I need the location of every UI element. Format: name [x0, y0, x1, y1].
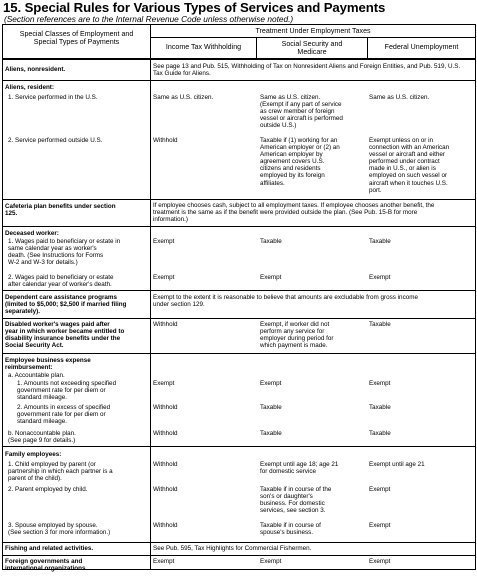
row-rule [2, 542, 476, 543]
family-item3-ss: Taxable if in course of spouse's business. [260, 522, 321, 537]
family-item3-itw: Withhold [153, 522, 178, 529]
business-expense-a1-ss: Exempt [260, 380, 282, 387]
col-header-treatment: Treatment Under Employment Taxes [255, 27, 371, 35]
row-rule [2, 446, 476, 447]
family-item1: 1. Child employed by parent (or partnership in which each partner is a parent of the child). [8, 461, 113, 483]
family-item1-itw: Withhold [153, 461, 178, 468]
aliens-resident-item2-futa: Exempt unless on or in connection with an American vessel or aircraft and either performed under contract made in U.S., or alien is employed on such vessel or aircraft when it touches U.S. port. [369, 137, 450, 194]
family-item3-futa: Exempt [369, 522, 391, 529]
row-rule [2, 80, 476, 81]
row-foreign-gov-label: Foreign governments and international organizations. [5, 558, 88, 573]
disabled-futa: Taxable [369, 321, 391, 328]
disabled-ss: Exempt, if worker did not perform any service for employer during period for which payment is made. [260, 321, 334, 350]
business-expense-a2-futa: Taxable [369, 404, 391, 411]
family-item2-itw: Withhold [153, 486, 178, 493]
col-header-social-security: Social Security and Medicare [281, 40, 343, 56]
page-subtitle: (Section references are to the Internal Revenue Code unless otherwise noted.) [4, 14, 294, 24]
row-aliens-nonresident-span: See page 13 and Pub. 515, Withholding of Tax on Nonresident Aliens and Foreign Entities, and Pub. 519, U.S. Tax Guide for Aliens. [153, 63, 461, 78]
col-header-special-classes: Special Classes of Employment and Special Types of Payments [19, 30, 134, 46]
row-cafeteria-span: If employee chooses cash, subject to all employment taxes. If employee chooses another benefit, the treatment is the same as if the benefit were provided outside the plan. (See Pub. 15-B for more information.) [153, 202, 435, 224]
table-right-border [475, 24, 476, 570]
business-expense-a1-futa: Exempt [369, 380, 391, 387]
aliens-resident-item2: 2. Service performed outside U.S. [8, 137, 103, 144]
row-aliens-resident-label: Aliens, resident: [5, 84, 54, 91]
deceased-item1-futa: Taxable [369, 238, 391, 245]
row-deceased-label: Deceased worker: [5, 230, 59, 237]
header-bottom-rule [2, 58, 476, 60]
foreign-gov-ss: Exempt [260, 558, 282, 565]
business-expense-a2: 2. Amounts in excess of specified government rate for per diem or standard mileage. [17, 404, 111, 426]
business-expense-a: a. Accountable plan. [8, 372, 65, 379]
aliens-resident-item1-itw: Same as U.S. citizen. [153, 94, 214, 101]
aliens-resident-item1-futa: Same as U.S. citizen. [369, 94, 430, 101]
row-fishing-span: See Pub. 595, Tax Highlights for Commercial Fishermen. [153, 545, 312, 552]
business-expense-a1: 1. Amounts not exceeding specified government rate for per diem or standard mileage. [17, 380, 117, 402]
table-top-border [2, 24, 476, 25]
row-aliens-nonresident-label: Aliens, nonresident. [5, 66, 66, 73]
deceased-item2-futa: Exempt [369, 274, 391, 281]
deceased-item2-itw: Exempt [153, 274, 175, 281]
family-item2-futa: Exempt [369, 486, 391, 493]
row-rule [2, 290, 476, 291]
deceased-item2-ss: Exempt [260, 274, 282, 281]
business-expense-a1-itw: Exempt [153, 380, 175, 387]
deceased-item2: 2. Wages paid to beneficiary or estate after calendar year of worker's death. [8, 274, 114, 289]
aliens-resident-item2-ss: Taxable if (1) working for an American employer or (2) an American employer by agreement covers U.S. citizens and residents employed by its foreign affiliates. [260, 137, 340, 187]
row-rule [2, 555, 476, 556]
family-item1-ss: Exempt until age 18; age 21 for domestic service [260, 461, 339, 476]
family-item2: 2. Parent employed by child. [8, 486, 88, 493]
col-divider-1 [150, 24, 151, 570]
aliens-resident-item1: 1. Service performed in the U.S. [8, 94, 98, 101]
deceased-item1-itw: Exempt [153, 238, 175, 245]
foreign-gov-futa: Exempt [369, 558, 391, 565]
page-title: 15. Special Rules for Various Types of Services and Payments [3, 0, 386, 15]
deceased-item1: 1. Wages paid to beneficiary or estate in same calendar year as worker's death. (See Instructions for Forms W-2 and W-3 for details.) [8, 238, 121, 267]
business-expense-b-itw: Withhold [153, 430, 178, 437]
row-family-label: Family employees: [5, 451, 62, 458]
aliens-resident-item1-ss: Same as U.S. citizen. (Exempt if any part of service as crew member of foreign vessel or aircraft is performed outside U.S.) [260, 94, 343, 130]
family-item2-ss: Taxable if in course of the son's or daughter's business. For domestic services, see section 3. [260, 486, 332, 515]
row-dependent-care-label: Dependent care assistance programs (limited to $5,000; $2,500 if married filing separately). [5, 294, 127, 316]
business-expense-a2-itw: Withhold [153, 404, 178, 411]
foreign-gov-itw: Exempt [153, 558, 175, 565]
row-dependent-care-span: Exempt to the extent it is reasonable to believe that amounts are excludable from gross income under section 129. [153, 294, 418, 309]
business-expense-a2-ss: Taxable [260, 404, 282, 411]
table-left-border [2, 24, 3, 570]
business-expense-b-futa: Taxable [369, 430, 391, 437]
row-rule [2, 353, 476, 354]
row-rule [2, 226, 476, 227]
family-item1-futa: Exempt until age 21 [369, 461, 425, 468]
row-cafeteria-label: Cafeteria plan benefits under section 125. [5, 203, 116, 218]
disabled-itw: Withhold [153, 321, 178, 328]
row-business-expense-label: Employee business expense reimbursement: [5, 357, 91, 372]
aliens-resident-item2-itw: Withhold [153, 137, 178, 144]
deceased-item1-ss: Taxable [260, 238, 282, 245]
row-fishing-label: Fishing and related activities. [5, 545, 94, 552]
treatment-header-rule [151, 37, 476, 38]
row-rule [2, 318, 476, 319]
business-expense-b-ss: Taxable [260, 430, 282, 437]
col-header-futa: Federal Unemployment [384, 43, 459, 51]
col-header-income-tax: Income Tax Withholding [165, 43, 242, 51]
row-disabled-label: Disabled worker's wages paid after year in which worker became entitled to disability insurance benefits under the Social Security Act. [5, 321, 125, 350]
business-expense-b: b. Nonaccountable plan. (See page 9 for details.) [8, 430, 76, 445]
family-item3: 3. Spouse employed by spouse. (See section 3 for more information.) [8, 522, 111, 537]
row-rule [2, 199, 476, 200]
